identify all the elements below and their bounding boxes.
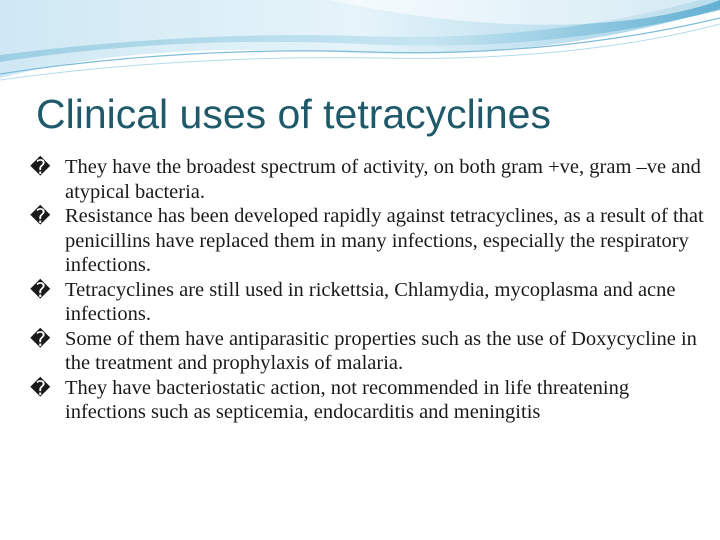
bullet-icon: � [30, 326, 51, 351]
slide-title: Clinical uses of tetracyclines [36, 91, 551, 137]
bullet-text: They have the broadest spectrum of activity, on both gram +ve, gram –ve and atypical bacteria. [65, 156, 701, 203]
bullet-text: Some of them have antiparasitic properties such as the use of Doxycycline in the treatment and prophylaxis of malaria. [65, 327, 697, 374]
header-wave-decoration [0, 0, 720, 90]
bullet-icon: � [30, 277, 51, 302]
bullet-item [30, 204, 705, 278]
bullet-icon: � [30, 204, 51, 228]
bullet-item [30, 278, 705, 327]
bullet-item [30, 327, 705, 376]
bullet-text: Resistance has been developed rapidly against tetracyclines, as a result of that penicillins have replaced them in many infections, especially the respiratory infections. [65, 205, 704, 276]
bullet-text: They have bacteriostatic action, not recommended in life threatening infections such as septicemia, endocarditis and meningitis [65, 376, 630, 423]
bullet-item [30, 376, 705, 425]
bullet-list [30, 155, 705, 425]
bullet-icon: � [30, 375, 51, 400]
bullet-text: Tetracyclines are still used in rickettsia, Chlamydia, mycoplasma and acne infections. [65, 278, 676, 325]
bullet-icon: � [30, 155, 51, 179]
bullet-item [30, 155, 705, 204]
